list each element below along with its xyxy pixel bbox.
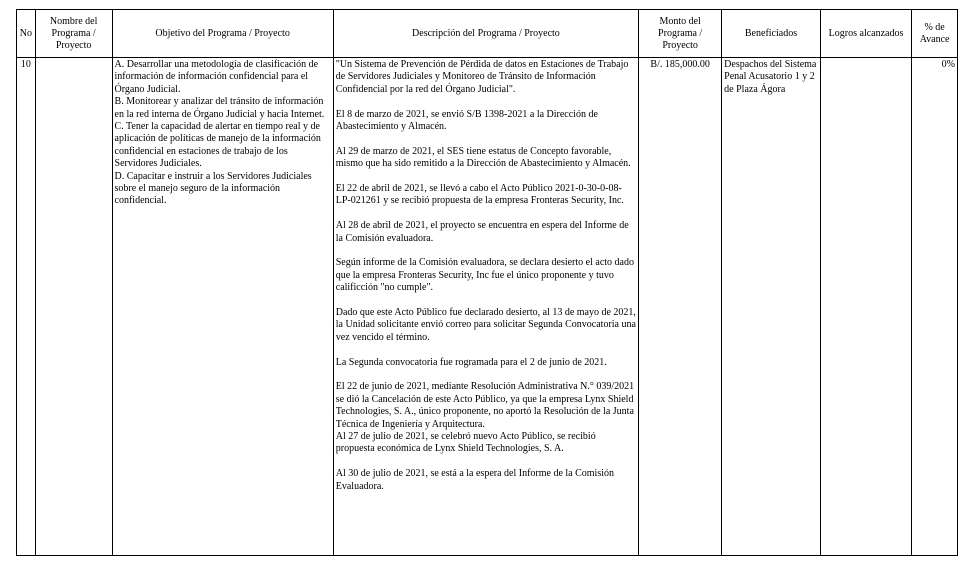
cell-logros <box>820 58 911 556</box>
cell-avance: 0% <box>912 58 958 556</box>
description-paragraph: Al 27 de julio de 2021, se celebró nuevo Acto Público, se recibió propuesta económica de Lynx Shield Technologies, S. A. <box>335 431 596 455</box>
cell-objetivo <box>112 58 333 556</box>
description-paragraph: Dado que este Acto Público fue declarado desierto, al 13 de mayo de 2021, la Unidad solicitante envió correo para solicitar Segunda Convocatoria una vez vencido el término. <box>335 307 636 343</box>
objective-item: A. Desarrollar una metodología de clasificación de información de información confidencial para el Órgano Judicial. <box>114 59 319 95</box>
cell-monto: B/. 185,000.00 <box>639 58 722 556</box>
description-paragraph: El 8 de marzo de 2021, se envió S/B 1398-2021 a la Dirección de Abastecimiento y Almacén. <box>335 108 598 133</box>
description-paragraph: El 22 de junio de 2021, mediante Resolución Administrativa N.° 039/2021 se dió la Cancelación de este Acto Público, ya que la empresa Lynx Shield Technologies, S. A., único proponente, no aportó la Resolución de la Junta Técnica de Ingeniería y Arquitectura. <box>335 381 635 430</box>
description-paragraph: Según informe de la Comisión evaluadora, se declara desierto el acto dado que la empresa Fronteras Security, Inc fue el único proponente y tuvo calificción "no cumple". <box>335 257 634 294</box>
description-paragraph: Al 28 de abril de 2021, el proyecto se encuentra en espera del Informe de la Comisión evaluadora. <box>335 220 629 244</box>
header-logros: Logros alcanzados <box>820 10 911 58</box>
table-row <box>17 58 958 556</box>
objective-item: C. Tener la capacidad de alertar en tiempo real y de aplicación de políticas de manejo de la información confidencial en estaciones de trabajo de los Servidores Judiciales. <box>114 121 321 170</box>
header-beneficiados: Beneficiados <box>722 10 821 58</box>
project-report-table <box>16 9 958 556</box>
cell-beneficiados: Despachos del Sistema Penal Acusatorio 1 y 2 de Plaza Ágora <box>722 58 821 556</box>
header-avance: % de Avance <box>912 10 958 58</box>
description-paragraph: "Un Sistema de Prevención de Pérdida de datos en Estaciones de Trabajo de Servidores Judiciales y Monitoreo de Tránsito de Información Confidencial por la red del Órgano Judicial". <box>335 59 629 95</box>
description-paragraph: La Segunda convocatoria fue rogramada para el 2 de junio de 2021. <box>335 356 607 368</box>
header-row <box>17 10 958 58</box>
description-paragraph: Al 30 de julio de 2021, se está a la espera del Informe de la Comisión Evaluadora. <box>335 468 615 492</box>
description-paragraph: El 22 de abril de 2021, se llevó a cabo el Acto Público 2021-0-30-0-08-LP-021261 y se recibió propuesta de la empresa Fronteras Security, Inc. <box>335 183 624 207</box>
header-nombre: Nombre del Programa / Proyecto <box>35 10 112 58</box>
objective-item: D. Capacitar e instruir a los Servidores Judiciales sobre el manejo seguro de la información confidencial. <box>114 170 312 207</box>
description-paragraph: Al 29 de marzo de 2021, el SES tiene estatus de Concepto favorable, mismo que ha sido remitido a la Dirección de Abastecimiento y Almacén. <box>335 145 631 170</box>
objective-item: B. Monitorear y analizar del tránsito de información en la red interna de Órgano Judicial y hacia Internet. <box>114 96 325 120</box>
header-monto: Monto del Programa / Proyecto <box>639 10 722 58</box>
header-objetivo: Objetivo del Programa / Proyecto <box>112 10 333 58</box>
cell-descripcion <box>333 58 638 556</box>
header-no: No <box>17 10 36 58</box>
header-descripcion: Descripción del Programa / Proyecto <box>333 10 638 58</box>
cell-nombre <box>35 58 112 556</box>
cell-no: 10 <box>17 58 36 556</box>
